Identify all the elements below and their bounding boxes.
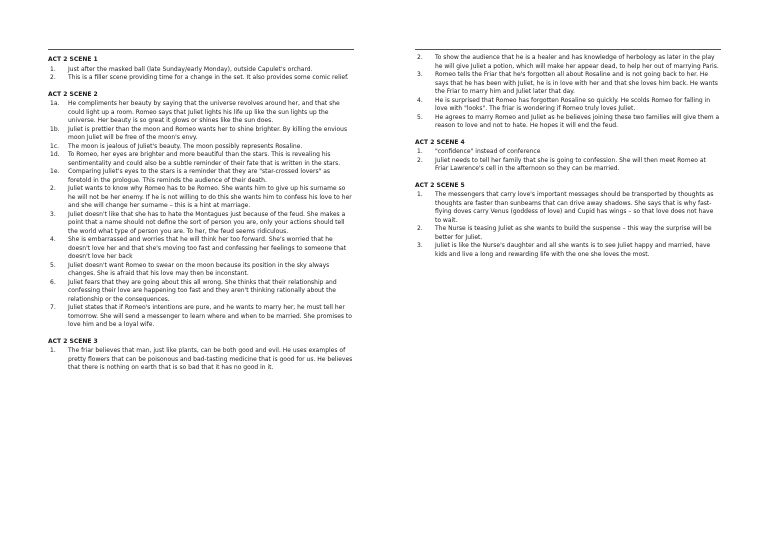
item-number: 1a. — [50, 100, 60, 107]
list-item — [48, 168, 354, 185]
list-item — [48, 100, 354, 126]
list-item — [48, 347, 354, 373]
item-text: Comparing Juliet's eyes to the stars is a reminder that they are "star-crossed lovers" as foretold in the prologue. This reminds the audience of their death. — [68, 168, 331, 184]
item-number: 2. — [417, 225, 423, 232]
item-text: Juliet fears that they are going about this all wrong. She thinks that their relationship and confessing their love are happening too fast and they aren't thinking rationally about the relationship or the consequences. — [68, 278, 337, 303]
scene-section — [48, 91, 354, 330]
list-item — [415, 157, 721, 174]
scene-section — [48, 56, 354, 83]
list-item — [48, 143, 354, 152]
item-number: 7. — [50, 304, 56, 311]
item-number: 1. — [417, 148, 423, 155]
item-text: Juliet is like the Nurse's daughter and all she wants is to see Juliet happy and married, have kids and live a long and rewarding life with the one she loves the most. — [435, 242, 711, 258]
item-text: To show the audience that he is a healer and has knowledge of herbology as later in the play he will give Juliet a potion, which will make her appear dead, to help her out of marrying Paris. — [435, 54, 719, 70]
item-text: He compliments her beauty by saying that the universe revolves around her, and that she could light up a room. Romeo says that Juliet lights his life up like the sun lights up the universe. Her beauty is so great it glows or shines like the sun does. — [68, 100, 340, 124]
list-item — [415, 225, 721, 242]
item-text: Juliet doesn't like that she has to hate the Montagues just because of the feud. She makes a point that a name should not define the sort of person you are, only your actions should tell the world what type of person you are. To her, the feud seems ridiculous. — [68, 210, 346, 235]
scene-title: ACT 2 SCENE 5 — [415, 181, 465, 189]
list-item — [48, 304, 354, 330]
item-text: Juliet is prettier than the moon and Romeo wants her to shine brighter. By killing the envious moon Juliet will be free of the moon's envy. — [68, 125, 348, 141]
scene-section — [415, 139, 721, 174]
list-item — [48, 151, 354, 168]
item-number: 1d. — [50, 151, 60, 158]
item-text: Juliet wants to know why Romeo has to be Romeo. She wants him to give up his surname so he will not be her enemy. If he is not willing to do this she wants him to confess his love to her and she will change her surname – this is a hint at marriage. — [68, 185, 352, 209]
list-item — [415, 54, 721, 71]
item-number: 5. — [417, 113, 423, 121]
list-item — [415, 148, 721, 157]
item-number: 1. — [417, 191, 423, 198]
list-item — [415, 191, 721, 225]
item-number: 1. — [50, 347, 56, 354]
item-number: 6. — [50, 278, 56, 286]
left-column — [48, 49, 354, 381]
item-text: The moon is jealous of Juliet's beauty. The moon possibly represents Rosaline. — [68, 142, 303, 150]
list-item — [48, 74, 354, 83]
list-item — [415, 242, 721, 259]
item-number: 2. — [50, 185, 56, 192]
list-item — [415, 114, 721, 131]
item-text: Romeo tells the Friar that he's forgotten all about Rosaline and is not going back to her. He says that he has been with Juliet, he is in love with her and that she loves him back. He wants the Friar to marry him and Juliet later that day. — [435, 71, 718, 95]
item-number: 2. — [417, 54, 423, 61]
list-item — [48, 126, 354, 143]
item-text: Just after the masked ball (late Sunday/early Monday), outside Capulet's orchard. — [68, 65, 313, 73]
scene-section — [415, 182, 721, 260]
list-item — [48, 262, 354, 279]
item-number: 3. — [50, 210, 56, 218]
list-item — [48, 211, 354, 237]
item-text: Juliet states that if Romeo's intentions are pure, and he wants to marry her, he must tell her tomorrow. She will send a messenger to learn where and when to be married. She promises to love him and be a loyal wife. — [68, 304, 352, 328]
item-text: The Nurse is teasing Juliet as she wants to build the suspense – this way the surprise will be better for Juliet. — [435, 225, 712, 241]
item-text: This is a filler scene providing time for a change in the set. It also provides some comic relief. — [68, 74, 349, 81]
scene-section — [48, 338, 354, 373]
item-number: 2. — [50, 74, 56, 81]
item-text: She is embarrassed and worries that he will think her too forward. She's worried that he doesn't love her and that she's moving too fast and confessing her feelings to someone that doesn't love her back — [68, 236, 347, 260]
item-number: 5. — [50, 261, 56, 269]
scene-title: ACT 2 SCENE 1 — [48, 56, 98, 63]
item-number: 3. — [417, 242, 423, 249]
item-text: The friar believes that man, just like plants, can be both good and evil. He uses examples of pretty flowers that can be poisonous and bad-tasting medicine that is good for us. He believes that there is nothing on earth that is so bad that it has no good in it. — [68, 347, 353, 371]
item-number: 1. — [50, 65, 56, 73]
scene-title: ACT 2 SCENE 4 — [415, 138, 465, 146]
item-text: Juliet doesn't want Romeo to swear on the moon because its position in the sky always changes. She is afraid that his love may then be inconstant. — [68, 261, 330, 277]
item-number: 2. — [417, 156, 423, 164]
item-text: Juliet needs to tell her family that she is going to confession. She will then meet Romeo at Friar Lawrence's cell in the afternoon so they can be married. — [435, 156, 706, 172]
list-item — [48, 236, 354, 262]
list-item — [48, 66, 354, 75]
list-item — [48, 185, 354, 211]
scene-title: ACT 2 SCENE 2 — [48, 90, 98, 98]
item-number: 1c. — [50, 142, 60, 150]
scene-section — [415, 54, 721, 131]
scene-title: ACT 2 SCENE 3 — [48, 337, 98, 345]
list-item — [415, 71, 721, 97]
item-number: 3. — [417, 71, 423, 78]
list-item — [415, 97, 721, 114]
item-text: He agrees to marry Romeo and Juliet as he believes joining these two families will give them a reason to love and not to hate. He hopes it will end the feud. — [435, 113, 720, 129]
item-number: 1e. — [50, 168, 60, 175]
item-text: The messengers that carry love's important messages should be transported by thoughts as thoughts are faster than sunbeams that can drive away shadows. She says that is why fast-flying doves carry Venus (goddess of love) and Cupid has wings – so that love does not have to wait. — [435, 191, 714, 224]
item-number: 4. — [417, 96, 423, 104]
item-text: "confidence" instead of conference — [435, 148, 541, 155]
item-number: 1b. — [50, 125, 60, 133]
item-text: He is surprised that Romeo has forgotten Rosaline so quickly. He scolds Romeo for falling in love with "looks". The friar is wondering if Romeo truly loves Juliet. — [435, 96, 711, 112]
item-number: 4. — [50, 236, 56, 243]
list-item — [48, 279, 354, 305]
right-column — [415, 49, 721, 267]
item-text: To Romeo, her eyes are brighter and more beautiful than the stars. This is revealing his sentimentality and could also be a subtle reminder of their fate that is written in the stars. — [68, 151, 341, 167]
